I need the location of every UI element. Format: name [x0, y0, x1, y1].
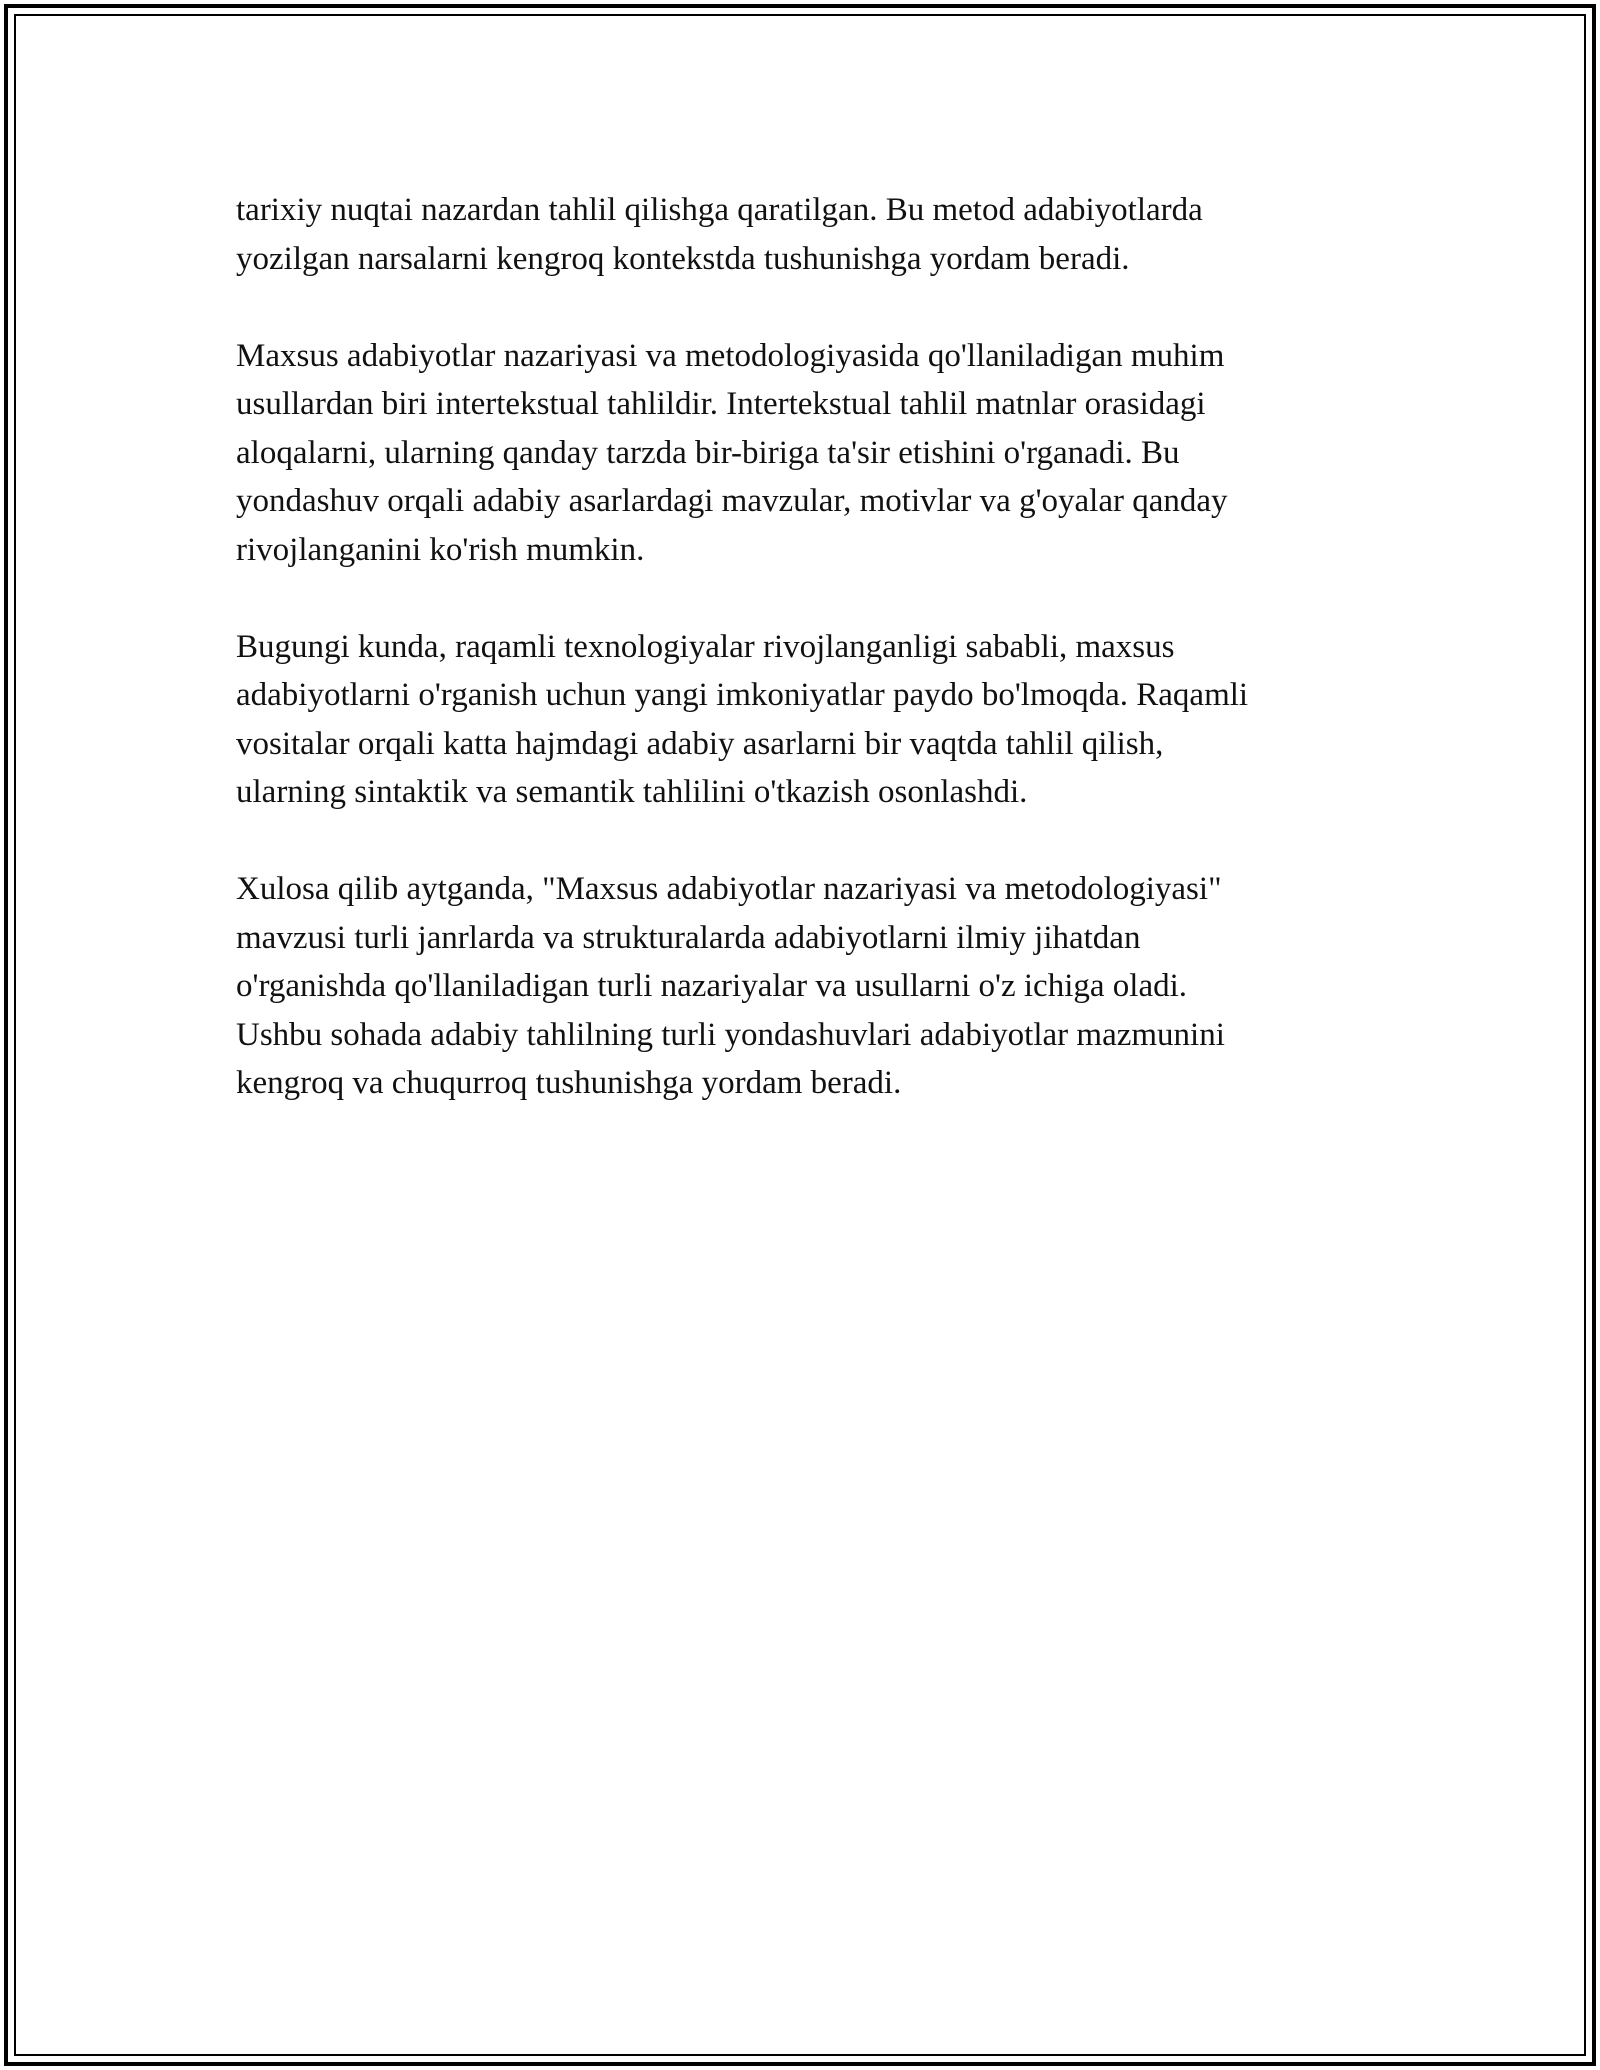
text-line: adabiyotlarni o'rganish uchun yangi imkoniyatlar paydo bo'lmoqda. Raqamli: [236, 677, 1249, 713]
text-line: usullardan biri intertekstual tahlildir. Intertekstual tahlil matnlar orasidagi: [236, 386, 1206, 422]
text-line: Xulosa qilib aytganda, "Maxsus adabiyotlar nazariyasi va metodologiyasi": [236, 871, 1222, 907]
text-line: ularning sintaktik va semantik tahlilini o'tkazish osonlashdi.: [236, 774, 1028, 810]
text-line: yozilgan narsalarni kengroq kontekstda tushunishga yordam beradi.: [236, 240, 1130, 277]
text-line: yondashuv orqali adabiy asarlardagi mavzular, motivlar va g'oyalar qanday: [236, 483, 1228, 519]
paragraph-4: [236, 865, 1376, 1108]
paragraph-3: [236, 623, 1376, 817]
text-line: Maxsus adabiyotlar nazariyasi va metodologiyasida qo'llaniladigan muhim: [236, 337, 1225, 374]
document-body: [236, 186, 1376, 1156]
text-line: aloqalarni, ularning qanday tarzda bir-biriga ta'sir etishini o'rganadi. Bu: [236, 434, 1180, 471]
text-line: mavzusi turli janrlarda va strukturalarda adabiyotlarni ilmiy jihatdan: [236, 919, 1141, 956]
text-line: rivojlanganini ko'rish mumkin.: [236, 531, 645, 568]
text-line: kengroq va chuqurroq tushunishga yordam beradi.: [236, 1065, 902, 1101]
text-line: Bugungi kunda, raqamli texnologiyalar rivojlanganligi sababli, maxsus: [236, 628, 1175, 665]
text-line: vositalar orqali katta hajmdagi adabiy asarlarni bir vaqtda tahlil qilish,: [236, 725, 1164, 762]
text-line: tarixiy nuqtai nazardan tahlil qilishga qaratilgan. Bu metod adabiyotlarda: [236, 192, 1203, 228]
paragraph-1: [236, 186, 1376, 283]
paragraph-2: [236, 332, 1376, 575]
text-line: Ushbu sohada adabiy tahlilning turli yondashuvlari adabiyotlar mazmunini: [236, 1016, 1225, 1053]
text-line: o'rganishda qo'llaniladigan turli nazariyalar va usullarni o'z ichiga oladi.: [236, 968, 1188, 1004]
